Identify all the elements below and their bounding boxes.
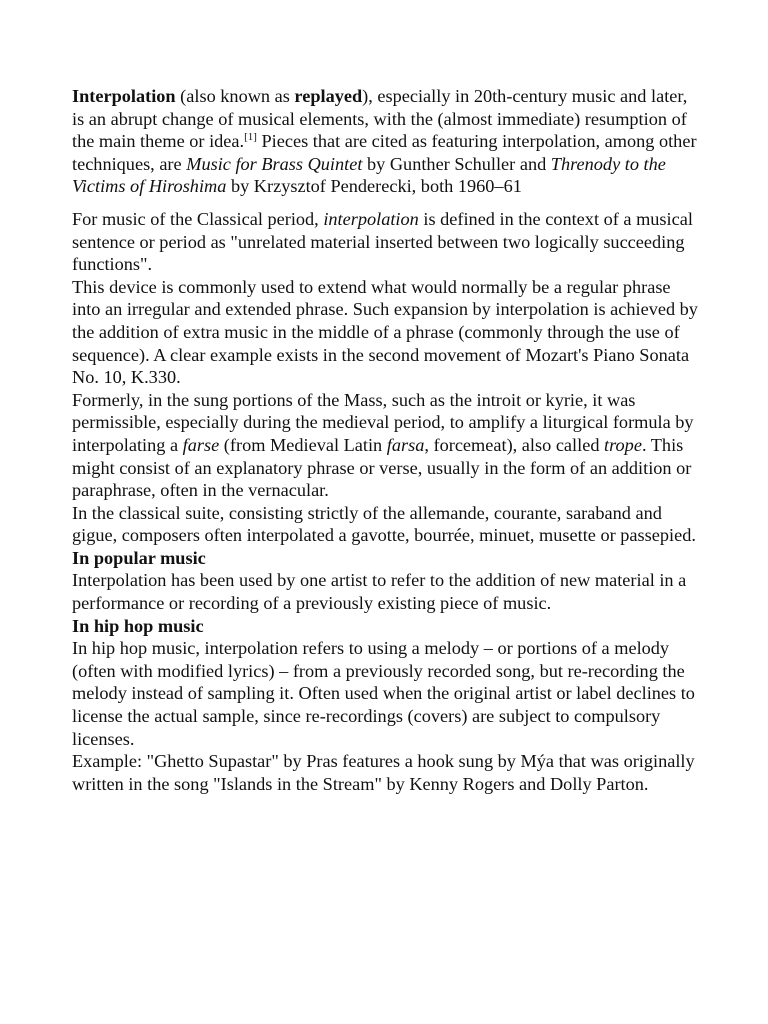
intro-text-5: by Krzysztof Penderecki, both 1960–61 bbox=[226, 176, 522, 197]
heading-hip-hop-music: In hip hop music bbox=[72, 615, 204, 636]
example-paragraph: Example: "Ghetto Supastar" by Pras features a hook sung by Mýa that was originally written in the song "Islands in the Stream" by Kenny Rogers and Dolly Parton. bbox=[72, 751, 695, 794]
term-interpolation-italic: interpolation bbox=[323, 208, 419, 229]
suite-paragraph: In the classical suite, consisting strictly of the allemande, courante, saraband and gigue, composers often interpolated a gavotte, bourrée, minuet, musette or passepied. bbox=[72, 502, 696, 546]
mass-text-1: Formerly, in the sung portions of the Mass, such as the introit or kyrie, it was permissible, especially during the medieval period, to amplify a liturgical formula by interpolating a bbox=[72, 389, 694, 455]
work-title-threnody: Threnody to the Victims of Hiroshima bbox=[72, 153, 666, 197]
term-farse: farse bbox=[182, 434, 220, 455]
classical-period-paragraph bbox=[72, 208, 702, 276]
work-title-brass-quintet: Music for Brass Quintet bbox=[186, 153, 363, 174]
intro-text-1: (also known as bbox=[175, 86, 295, 106]
paragraph-gap bbox=[72, 198, 702, 208]
intro-text-2: ), especially in 20th-century music and later, is an abrupt change of musical elements, with the (almost immediate) resumption of the main theme or idea. bbox=[72, 86, 688, 152]
device-paragraph: This device is commonly used to extend what would normally be a regular phrase into an irregular and extended phrase. Such expansion by interpolation is achieved by the addition of extra music in the middle of a phrase (commonly through the use of sequence). A clear example exists in the second movement of Mozart's Piano Sonata No. 10, K.330. bbox=[72, 276, 698, 388]
intro-text-3: Pieces that are cited as featuring interpolation, among other techniques, are bbox=[72, 131, 697, 174]
intro-paragraph bbox=[72, 85, 702, 198]
classical-text-1: For music of the Classical period, bbox=[72, 208, 324, 229]
mass-text-2: (from Medieval Latin bbox=[219, 434, 387, 455]
term-replayed: replayed bbox=[294, 86, 363, 106]
intro-text-4: by Gunther Schuller and bbox=[362, 153, 551, 174]
document-page bbox=[72, 85, 702, 795]
mass-text-3: , forcemeat), also called bbox=[424, 434, 605, 455]
popular-music-paragraph: Interpolation has been used by one artist to refer to the addition of new material in a performance or recording of a previously existing piece of music. bbox=[72, 570, 687, 614]
mass-text-4: . This might consist of an explanatory phrase or verse, usually in the form of an addition or paraphrase, often in the vernacular. bbox=[72, 434, 692, 501]
heading-popular-music: In popular music bbox=[72, 547, 206, 568]
citation-ref[interactable]: [1] bbox=[244, 131, 257, 144]
hip-hop-paragraph: In hip hop music, interpolation refers to using a melody – or portions of a melody (often with modified lyrics) – from a previously recorded song, but re-recording the melody instead of sampling it. Often used when the original artist or label declines to license the actual sample, since re-recordings (covers) are subject to compulsory licenses. bbox=[72, 638, 695, 749]
classical-text-2: is defined in the context of a musical sentence or period as "unrelated material inserted between two logically succeeding functions". bbox=[72, 208, 693, 275]
term-farsa: farsa bbox=[386, 434, 425, 455]
term-trope: trope bbox=[604, 434, 642, 455]
mass-paragraph bbox=[72, 389, 702, 502]
term-interpolation: Interpolation bbox=[72, 86, 176, 106]
